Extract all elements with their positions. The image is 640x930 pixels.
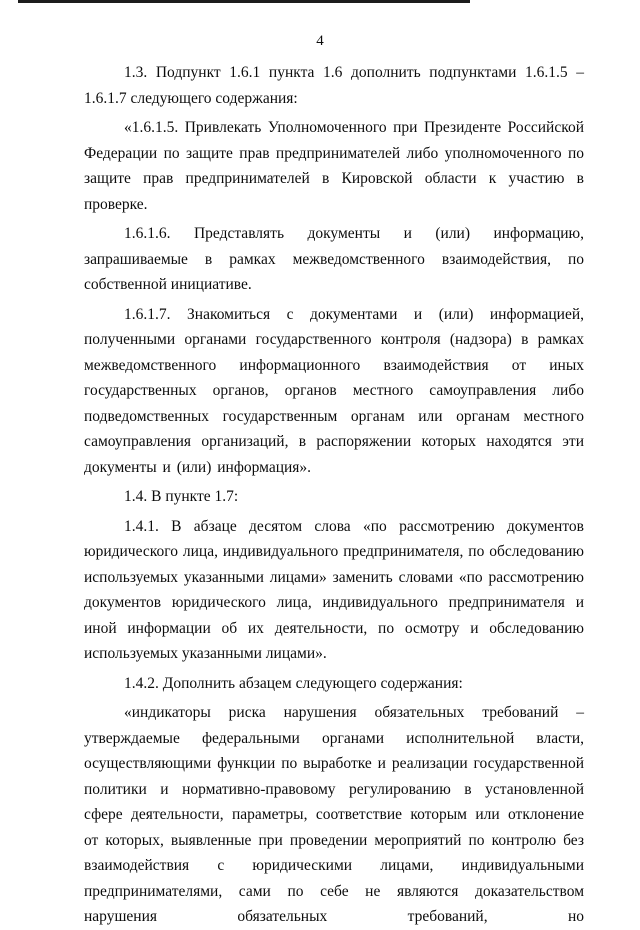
paragraph-1-6-1-6: 1.6.1.6. Представлять документы и (или) информацию, запрашиваемые в рамках межведомственного взаимодействия, по собственной инициативе. <box>84 225 584 293</box>
paragraph-1-6-1-7: 1.6.1.7. Знакомиться с документами и (или) информацией, полученными органами государственного контроля (надзора) в рамках межведомственного информационного взаимодействия от иных государственных органов, органов местного самоуправления либо подведомственных государственным органам или органам местного самоуправления организаций, в распоряжении которых находятся эти документы и (или) информация». <box>84 305 584 476</box>
paragraph-1-4: 1.4. В пункте 1.7: <box>124 488 239 505</box>
paragraph-1-3: 1.3. Подпункт 1.6.1 пункта 1.6 дополнить подпунктами 1.6.1.5 – 1.6.1.7 следующего содержания: <box>84 64 584 107</box>
paragraph-1-6-1-5: «1.6.1.5. Привлекать Уполномоченного при Президенте Российской Федерации по защите прав предпринимателей либо уполномоченного по защите прав предпринимателей в Кировской области к участию в проверке. <box>84 119 584 213</box>
paragraph-risk-indicators: «индикаторы риска нарушения обязательных требований – утверждаемые федеральными органами исполнительной власти, осуществляющими функции по выработке и реализации государственной политики и нормативно-правовому регулированию в установленной сфере деятельности, параметры, соответствие которым или отклонение от которых, выявленные при проведении мероприятий по контролю без взаимодействия с юридическими лицами, индивидуальными предпринимателями, сами по себе не являются доказательством нарушения обязательных требований, но <box>84 704 584 925</box>
top-border-line <box>18 0 470 3</box>
paragraph-1-4-2: 1.4.2. Дополнить абзацем следующего содержания: <box>124 674 463 692</box>
document-body <box>84 60 584 930</box>
page-number: 4 <box>316 33 324 49</box>
paragraph-1-4-1: 1.4.1. В абзаце десятом слова «по рассмотрению документов юридического лица, индивидуального предпринимателя, по обследованию используемых указанными лицами» заменить словами «по рассмотрению документов юридического лица, индивидуального предпринимателя и иной информации об их деятельности, по осмотру и обследованию используемых указанными лицами». <box>84 517 584 662</box>
